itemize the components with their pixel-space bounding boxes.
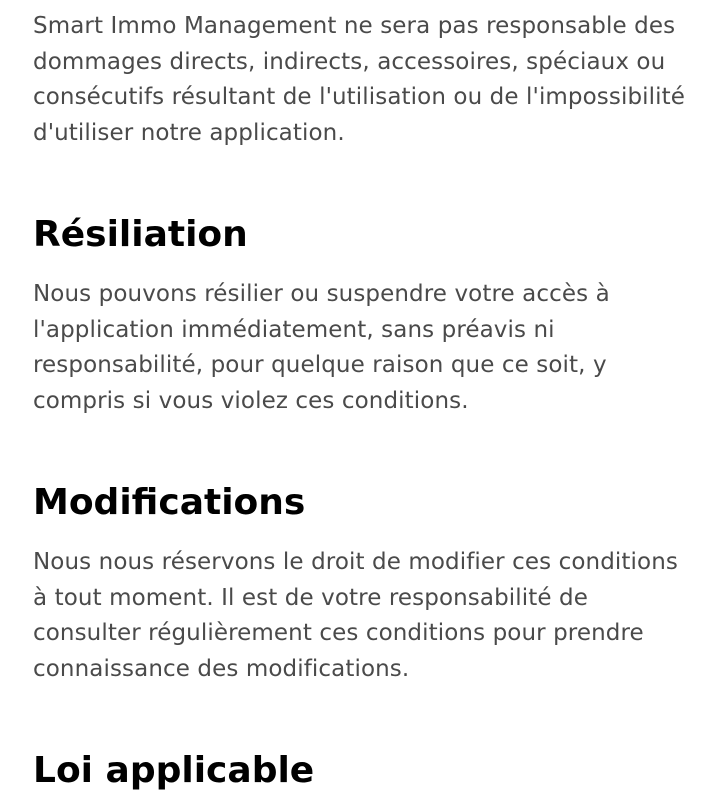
modifications-heading: Modifications — [33, 482, 306, 523]
liability-paragraph: Smart Immo Management ne sera pas responsable des dommages directs, indirects, accessoires, spéciaux ou consécutifs résultant de l'utilisation ou de l'impossibilité d'utiliser notre application. — [33, 13, 685, 146]
modifications-paragraph: Nous nous réservons le droit de modifier ces conditions à tout moment. Il est de votre responsabilité de consulter régulièrement ces conditions pour prendre connaissance des modifications. — [33, 549, 678, 682]
applicable-law-heading: Loi applicable — [33, 750, 315, 791]
termination-heading: Résiliation — [33, 214, 248, 255]
terms-content — [33, 9, 693, 800]
termination-paragraph: Nous pouvons résilier ou suspendre votre accès à l'application immédiatement, sans préavis ni responsabilité, pour quelque raison que ce soit, y compris si vous violez ces conditions. — [33, 281, 610, 414]
